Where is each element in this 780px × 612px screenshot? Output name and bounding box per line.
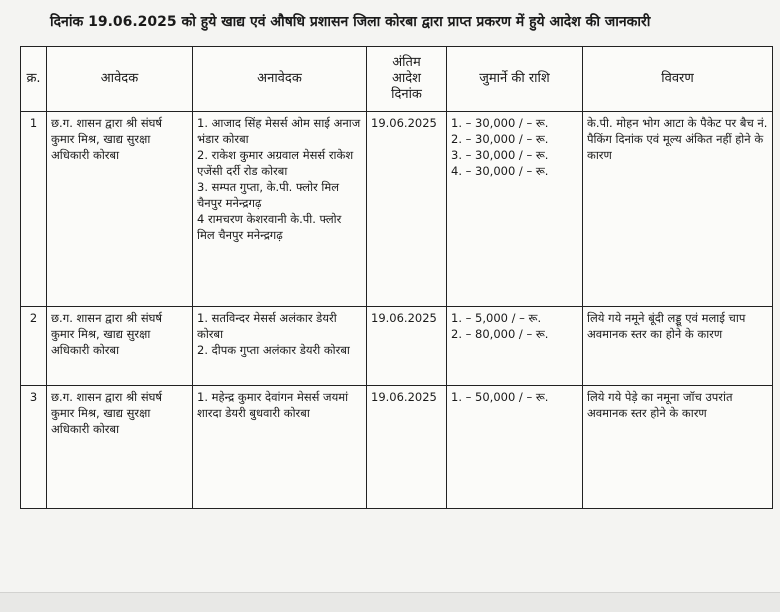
penalty-entry: 4. – 30,000 / – रू.	[451, 164, 549, 178]
row-details: लिये गये नमूने बूंदी लड्डू एवं मलाई चाप अवमानक स्तर का होने के कारण	[583, 307, 773, 386]
respondent-entry: 3. सम्पत गुप्ता, के.पी. फ्लोर मिल चैनपुर मनेन्द्रगढ़	[197, 180, 340, 210]
header-date-line: अंतिम	[392, 55, 421, 70]
row-respondents	[193, 307, 367, 386]
header-applicant: आवेदक	[47, 47, 193, 112]
respondent-entry: 1. सतविन्दर मेसर्स अलंकार डेयरी कोरबा	[197, 311, 337, 341]
respondent-entry: 1. आजाद सिंह मेसर्स ओम साई अनाज भंडार कोरबा	[197, 116, 361, 146]
row-penalties	[447, 307, 583, 386]
document-title: दिनांक 19.06.2025 को हुये खाद्य एवं औषधि प्रशासन जिला कोरबा द्वारा प्राप्त प्रकरण में हुये आदेश की जानकारी	[50, 14, 651, 30]
penalty-entry: 1. – 50,000 / – रू.	[451, 390, 549, 404]
row-penalties	[447, 386, 583, 509]
penalty-entry: 3. – 30,000 / – रू.	[451, 148, 549, 162]
header-date	[367, 47, 447, 112]
row-respondents	[193, 112, 367, 307]
respondent-entry: 2. दीपक गुप्ता अलंकार डेयरी कोरबा	[197, 343, 350, 357]
penalty-entry: 1. – 5,000 / – रू.	[451, 311, 542, 325]
header-row	[21, 47, 773, 112]
respondent-entry: 2. राकेश कुमार अग्रवाल मेसर्स राकेश एजेंसी दर्री रोड कोरबा	[197, 148, 354, 178]
row-date: 19.06.2025	[367, 386, 447, 509]
header-sr: क्र.	[21, 47, 47, 112]
row-details: के.पी. मोहन भोग आटा के पैकेट पर बैच नं. पैकिंग दिनांक एवं मूल्य अंकित नहीं होने के कारण	[583, 112, 773, 307]
row-applicant: छ.ग. शासन द्वारा श्री संघर्ष कुमार मिश्र, खाद्य सुरक्षा अधिकारी कोरबा	[47, 112, 193, 307]
row-applicant: छ.ग. शासन द्वारा श्री संघर्ष कुमार मिश्र, खाद्य सुरक्षा अधिकारी कोरबा	[47, 386, 193, 509]
row-sr: 1	[21, 112, 47, 307]
orders-table	[20, 46, 773, 509]
row-sr: 2	[21, 307, 47, 386]
row-date: 19.06.2025	[367, 307, 447, 386]
header-penalty: जुमार्ने की राशि	[447, 47, 583, 112]
penalty-entry: 2. – 80,000 / – रू.	[451, 327, 549, 341]
table-row	[21, 112, 773, 307]
row-applicant: छ.ग. शासन द्वारा श्री संघर्ष कुमार मिश्र, खाद्य सुरक्षा अधिकारी कोरबा	[47, 307, 193, 386]
penalty-entry: 1. – 30,000 / – रू.	[451, 116, 549, 130]
table-row	[21, 386, 773, 509]
page-edge-strip	[0, 592, 780, 612]
row-date: 19.06.2025	[367, 112, 447, 307]
header-respondent: अनावेदक	[193, 47, 367, 112]
row-details: लिये गये पेड़े का नमूना जॉच उपरांत अवमानक स्तर होने के कारण	[583, 386, 773, 509]
header-date-line: आदेश	[391, 71, 422, 86]
row-respondents	[193, 386, 367, 509]
header-date-line: दिनांक	[391, 87, 422, 102]
respondent-entry: 1. महेन्द्र कुमार देवांगन मेसर्स जयमां शारदा डेयरी बुधवारी कोरबा	[197, 390, 349, 420]
row-sr: 3	[21, 386, 47, 509]
penalty-entry: 2. – 30,000 / – रू.	[451, 132, 549, 146]
table-row	[21, 307, 773, 386]
header-details: विवरण	[583, 47, 773, 112]
respondent-entry: 4 रामचरण केशरवानी के.पी. फ्लोर मिल चैनपुर मनेन्द्रगढ़	[197, 212, 342, 242]
row-penalties	[447, 112, 583, 307]
